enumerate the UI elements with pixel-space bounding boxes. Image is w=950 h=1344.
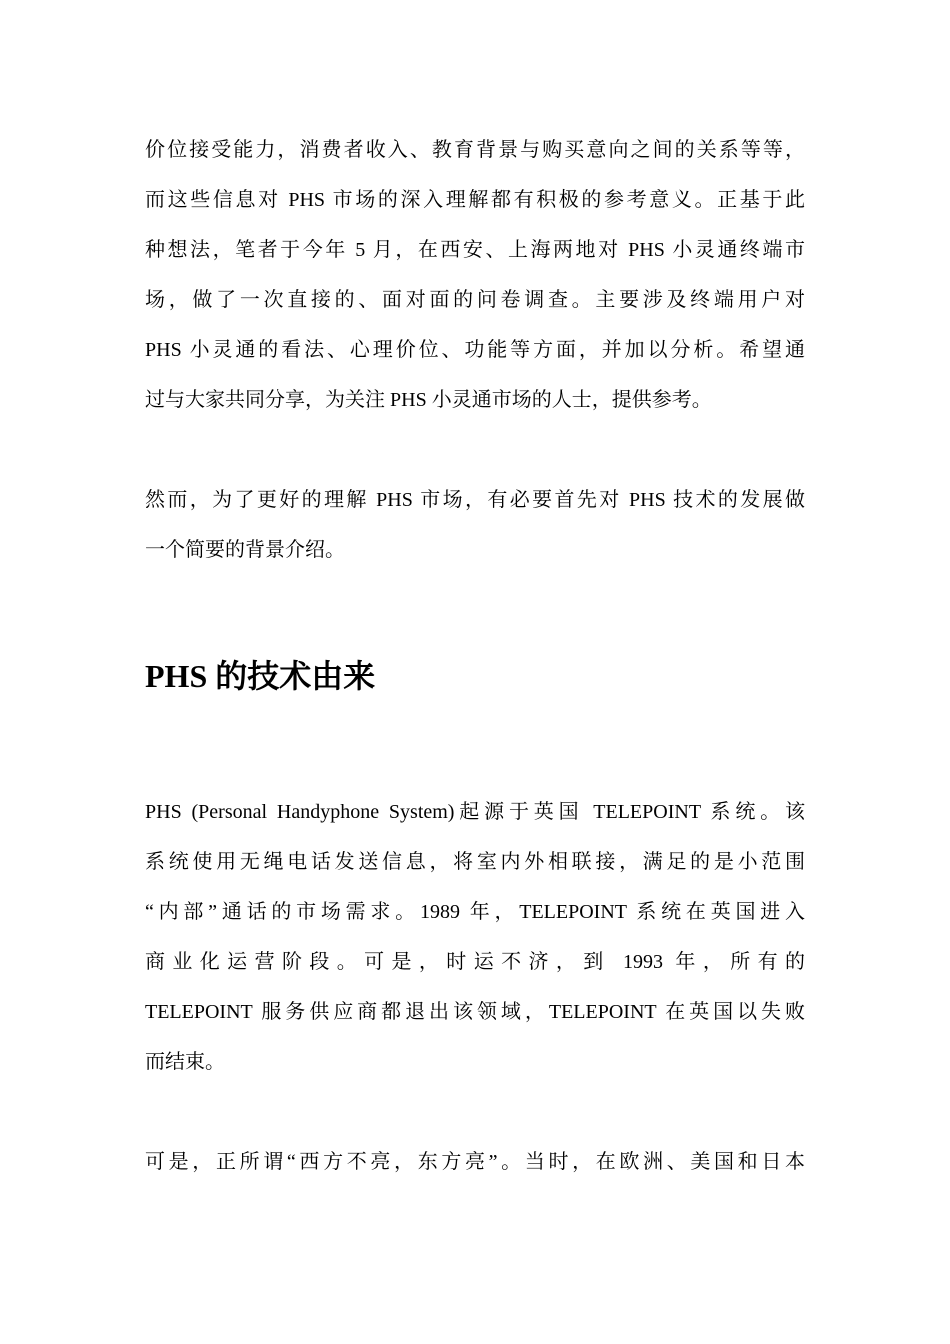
paragraph-2-line-1: 然而，为了更好的理解 PHS 市场，有必要首先对 PHS 技术的发展做	[145, 489, 805, 511]
paragraph-3-line-4: 商业化运营阶段。可是，时运不济，到 1993 年，所有的	[145, 951, 805, 973]
paragraph-1-line-6: 过与大家共同分享，为关注 PHS 小灵通市场的人士，提供参考。	[145, 389, 712, 411]
paragraph-3-line-3: “内部”通话的市场需求。1989 年，TELEPOINT 系统在英国进入	[145, 901, 805, 923]
paragraph-3-line-1: PHS (Personal Handyphone System)起源于英国 TELEPOINT 系统。该	[145, 801, 805, 823]
paragraph-2-line-2: 一个简要的背景介绍。	[145, 539, 345, 561]
paragraph-3-line-6: 而结束。	[145, 1051, 225, 1073]
paragraph-1-line-5: PHS 小灵通的看法、心理价位、功能等方面，并加以分析。希望通	[145, 339, 805, 361]
paragraph-3-line-2: 系统使用无绳电话发送信息，将室内外相联接，满足的是小范围	[145, 851, 805, 873]
paragraph-1-line-2: 而这些信息对 PHS 市场的深入理解都有积极的参考意义。正基于此	[145, 189, 805, 211]
paragraph-1-line-3: 种想法，笔者于今年 5 月，在西安、上海两地对 PHS 小灵通终端市	[145, 239, 805, 261]
paragraph-1-line-1: 价位接受能力，消费者收入、教育背景与购买意向之间的关系等等，	[145, 139, 805, 161]
paragraph-3-line-5: TELEPOINT 服务供应商都退出该领域，TELEPOINT 在英国以失败	[145, 1001, 805, 1023]
paragraph-4-line-1: 可是，正所谓“西方不亮，东方亮”。当时，在欧洲、美国和日本	[145, 1151, 805, 1173]
section-heading: PHS 的技术由来	[145, 658, 376, 694]
paragraph-1-line-4: 场，做了一次直接的、面对面的问卷调查。主要涉及终端用户对	[145, 289, 805, 311]
